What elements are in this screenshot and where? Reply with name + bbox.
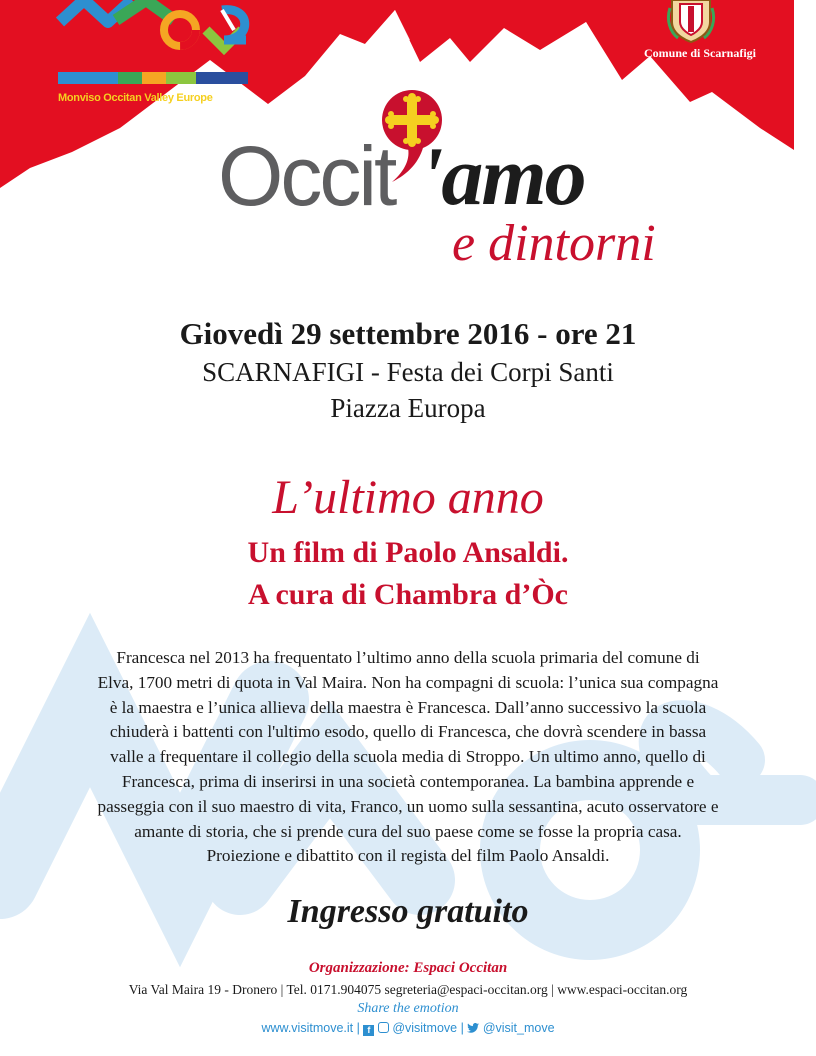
share-slogan: Share the emotion bbox=[357, 1001, 459, 1016]
separator: | bbox=[356, 1021, 360, 1035]
comune-label: Comune di Scarnafigi bbox=[643, 46, 756, 60]
facebook-icon[interactable]: f bbox=[363, 1025, 374, 1036]
facebook-instagram-handle[interactable]: @visitmove bbox=[392, 1021, 458, 1035]
separator: | bbox=[460, 1021, 464, 1035]
twitter-icon[interactable] bbox=[467, 1022, 479, 1036]
coat-of-arms-icon bbox=[666, 0, 716, 44]
event-place: SCARNAFIGI - Festa dei Corpi Santi bbox=[202, 357, 614, 387]
film-title: L’ultimo anno bbox=[272, 471, 544, 524]
film-author: Un film di Paolo Ansaldi. bbox=[247, 536, 569, 569]
film-description bbox=[22, 646, 794, 869]
instagram-icon[interactable] bbox=[378, 1022, 389, 1033]
coat-of-arms bbox=[666, 0, 716, 44]
logo-color-bar-icon bbox=[58, 72, 248, 84]
description-line: passeggia con il suo maestro di vita, Franco, un uomo sulla sessantina, acuto osservatore e bbox=[97, 796, 719, 816]
contacts-line: Via Val Maira 19 - Dronero | Tel. 0171.904075 segreteria@espaci-occitan.org | www.espaci-occitan.org bbox=[128, 982, 688, 997]
event-square: Piazza Europa bbox=[330, 393, 486, 423]
description-line: Proiezione e dibattito con il regista del film Paolo Ansaldi. bbox=[206, 846, 610, 866]
description-line: Francesca, prima di inserirsi in una società contemporanea. La bambina apprende e bbox=[121, 771, 695, 791]
logo-caption: Monviso Occitan Valley Europe bbox=[58, 92, 213, 104]
description-line: chiuderà i battenti con l'ultimo esodo, quello di Francesca, che dovrà scendere in bassa bbox=[109, 722, 707, 742]
event-date: Giovedì 29 settembre 2016 - ore 21 bbox=[179, 316, 637, 351]
title-subtitle: e dintorni bbox=[452, 215, 656, 272]
description-line: valle a frequentare il collegio della scuola media di Stroppo. Un ultimo anno, quello di bbox=[110, 747, 706, 767]
description-line: è la maestra e l’unica allieva della maestra è Francesca. Dall’anno successivo la scuola bbox=[109, 697, 707, 717]
admission-label: Ingresso gratuito bbox=[287, 893, 529, 930]
description-line: amante di storia, che si prende cura del suo paese come se fosse la propria casa. bbox=[134, 821, 682, 841]
twitter-handle[interactable]: @visit_move bbox=[482, 1021, 555, 1035]
organization-label: Organizzazione: Espaci Occitan bbox=[308, 960, 508, 976]
title-occit: Occit bbox=[218, 129, 395, 223]
description-line: Francesca nel 2013 ha frequentato l’ultimo anno della scuola primaria del comune di bbox=[116, 648, 700, 667]
description-line: Elva, 1700 metri di quota in Val Maira. Non ha compagni di scuola: l’unica sua compagna bbox=[97, 672, 719, 692]
film-curator: A cura di Chambra d’Òc bbox=[247, 578, 568, 611]
title-amo: 'amo bbox=[420, 130, 585, 223]
social-links bbox=[0, 1021, 816, 1036]
website-link[interactable]: www.visitmove.it bbox=[261, 1021, 354, 1035]
